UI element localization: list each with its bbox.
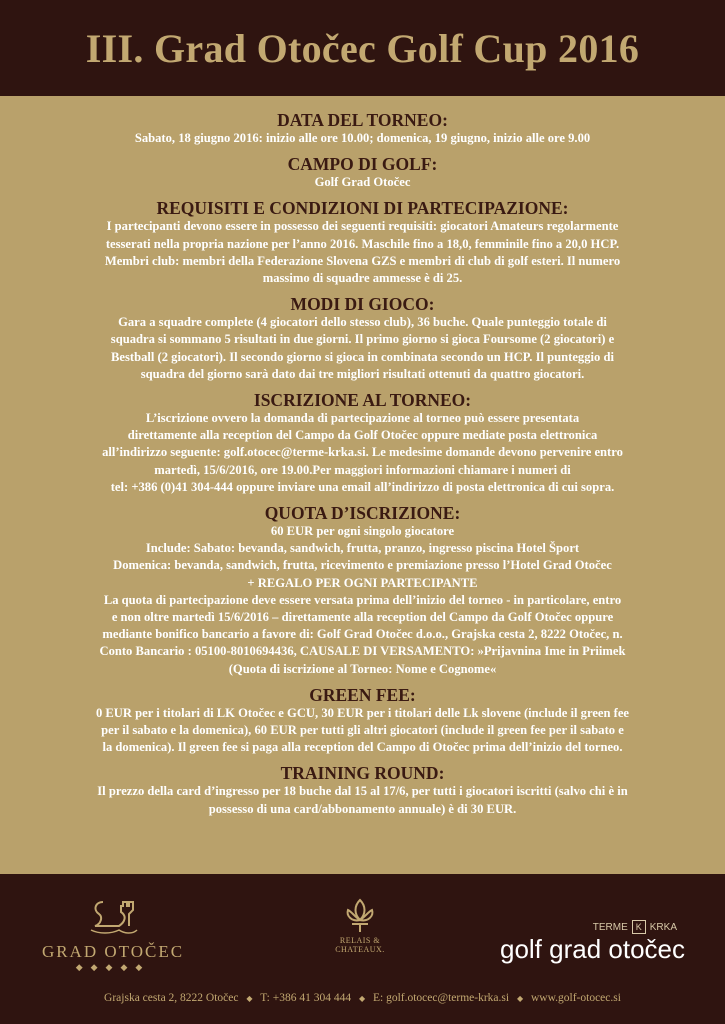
section-line: tel: +386 (0)41 304-444 oppure inviare una email all’indirizzo di posta elettronica di cui sopra. (110, 479, 615, 494)
swan-castle-icon (85, 896, 141, 940)
terme-krka-row (593, 920, 677, 934)
section-line: la domenica). Il green fee si paga alla reception del Campo di Otočec prima dell’inizio del torneo. (102, 740, 623, 755)
section-line: + REGALO PER OGNI PARTECIPANTE (247, 575, 478, 590)
section-campo (30, 154, 695, 191)
section-line: all’indirizzo seguente: golf.otocec@terme-krka.si. Le medesime domande devono pervenire entro (102, 445, 623, 460)
section-quota (30, 503, 695, 678)
section-line: Golf Grad Otočec (314, 175, 411, 190)
diamond-separator-icon: ◆ (516, 994, 524, 1003)
section-title: MODI DI GIOCO: (290, 294, 435, 315)
section-modi (30, 294, 695, 383)
section-line: La quota di partecipazione deve essere versata prima dell’inizio del torneo - in particolare, entro (103, 592, 622, 607)
footer-email[interactable]: E: golf.otocec@terme-krka.si (372, 992, 510, 1004)
page-title: III. Grad Otočec Golf Cup 2016 (85, 25, 640, 71)
section-line: squadra si sommano 5 risultati in due giorni. Il primo giorno si gioca Foursome (2 giocatori) e (110, 332, 615, 347)
grad-otocec-logo (38, 896, 188, 973)
section-line: Bestball (2 giocatori). Il secondo giorno si gioca in combinata secondo un HCP. Il punteggio di (111, 349, 614, 364)
section-line: e non oltre martedì 15/6/2016 – direttamente alla reception del Campo da Golf Otočec oppure (111, 610, 614, 625)
section-line: Domenica: bevanda, sandwich, frutta, ricevimento e premiazione presso l’Hotel Grad Otočec (113, 558, 612, 573)
section-line: I partecipanti devono essere in possesso dei seguenti requisiti: giocatori Amateurs regolarmente (106, 219, 619, 234)
footer-phone[interactable]: T: +386 41 304 444 (260, 992, 352, 1004)
section-title: QUOTA D’ISCRIZIONE: (264, 503, 461, 524)
section-line: Membri club: membri della Federazione Slovena GZS e membri di club di golf esteri. Il numero (104, 253, 621, 268)
section-line: squadra del giorno sarà dato dai tre migliori risultati ottenuti da quattro giocatori. (140, 366, 585, 381)
section-line: possesso di una card/abbonamento annuale) è di 30 EUR. (208, 801, 517, 816)
diamond-separator-icon: ◆ (358, 994, 366, 1003)
relais-line-2: CHATEAUX. (335, 945, 385, 954)
section-line: direttamente alla reception del Campo da Golf Otočec oppure mediate posta elettronica (127, 428, 598, 443)
section-line: Include: Sabato: bevanda, sandwich, frutta, pranzo, ingresso piscina Hotel Šport (145, 541, 580, 556)
footer-website[interactable]: www.golf-otocec.si (530, 992, 621, 1004)
section-green-fee (30, 685, 695, 757)
section-title: REQUISITI E CONDIZIONI DI PARTECIPAZIONE: (156, 198, 569, 219)
section-title: TRAINING ROUND: (280, 763, 445, 784)
section-line: 60 EUR per ogni singolo giocatore (270, 524, 455, 539)
grad-otocec-wordmark: GRAD OTOČEC (41, 942, 185, 961)
header-band (0, 0, 725, 96)
section-line: tesserati nella propria nazione per l’anno 2016. Maschile fino a 18,0, femminile fino a 20,0 HCP. (105, 236, 620, 251)
section-title: GREEN FEE: (309, 684, 416, 705)
section-line: Gara a squadre complete (4 giocatori dello stesso club), 36 buche. Quale punteggio totale di (118, 315, 607, 330)
diamond-separator-icon: ◆ (246, 994, 253, 1003)
section-line: Sabato, 18 giugno 2016: inizio alle ore 10.00; domenica, 19 giugno, inizio alle ore 9.00 (134, 131, 591, 145)
footer-band (0, 874, 725, 1024)
krka-k-icon: K (632, 920, 646, 934)
section-training (30, 763, 695, 817)
golf-grad-otocec-logo (445, 920, 685, 965)
relais-chateaux-logo (305, 896, 415, 954)
footer-address: Grajska cesta 2, 8222 Otočec (104, 992, 239, 1004)
section-line: massimo di squadre ammesse è di 25. (262, 271, 463, 286)
decorative-dots-icon: ◆◆◆◆◆ (75, 962, 151, 972)
contact-line (0, 992, 725, 1004)
content-panel (0, 96, 725, 874)
section-title: CAMPO DI GOLF: (287, 154, 438, 175)
relais-line-1: RELAIS & (339, 936, 381, 945)
section-line: martedì, 15/6/2016, ore 19.00.Per maggiori informazioni chiamare i numeri di (154, 462, 571, 477)
section-line: 0 EUR per i titolari di LK Otočec e GCU, 30 EUR per i titolari delle Lk slovene (include il green fee (95, 705, 630, 720)
terme-label: TERME (592, 921, 628, 933)
section-line: Conto Bancario : 05100-8010694436, CAUSALE DI VERSAMENTO: »Prijavnina Ime in Priimek (99, 644, 626, 659)
section-requisiti (30, 198, 695, 287)
section-line: L’iscrizione ovvero la domanda di partecipazione al torneo può essere presentata (145, 411, 580, 426)
section-line: (Quota di iscrizione al Torneo: Nome e Cognome« (228, 661, 497, 676)
section-line: per il sabato e la domenica), 60 EUR per tutti gli altri giocatori (include il green fee per il sabato e (101, 723, 624, 738)
section-title: DATA DEL TORNEO: (277, 110, 448, 130)
section-title: ISCRIZIONE AL TORNEO: (253, 390, 472, 411)
golf-grad-otocec-wordmark: golf grad otočec (499, 934, 685, 964)
krka-label: KRKA (649, 921, 677, 933)
section-line: mediante bonifico bancario a favore di: Golf Grad Otočec d.o.o., Grajska cesta 2, 8222 Otočec, n. (102, 627, 623, 642)
fleur-de-lis-icon (340, 896, 380, 936)
section-iscrizione (30, 390, 695, 496)
section-data (30, 110, 695, 147)
section-line: Il prezzo della card d’ingresso per 18 buche dal 15 al 17/6, per tutti i giocatori iscritti (salvo chi è in (97, 784, 628, 799)
